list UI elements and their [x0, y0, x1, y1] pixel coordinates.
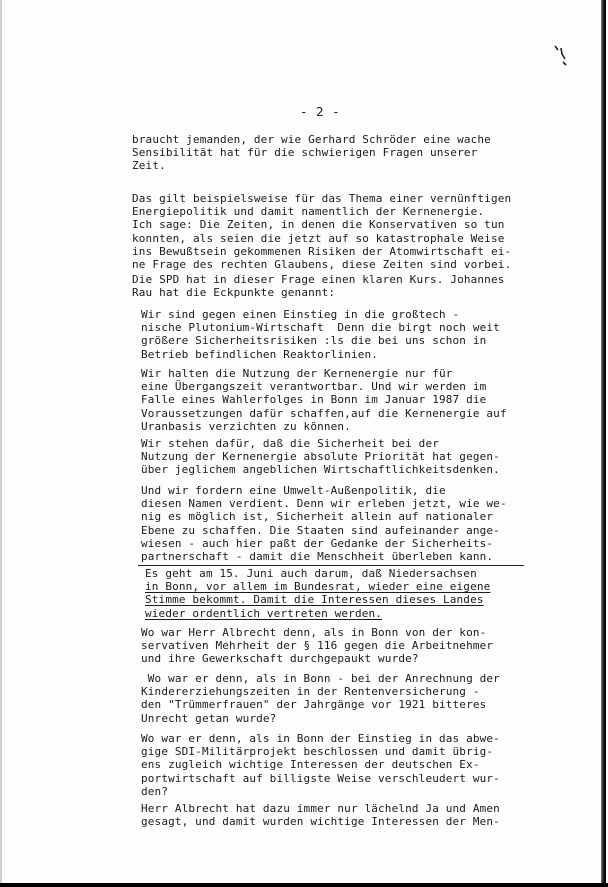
underlined-line: wieder ordentlich vertreten werden.: [145, 606, 383, 620]
paragraph-transition: Wir halten die Nutzung der Kernenergie nur für eine Übergangszeit verantwortbar. Und wir werden im Falle eines Wahlerfolges in Bonn im Januar 1987 die Voraussetzungen dafür schaffen,auf die Kernenergie auf Uranbasis verzichten zu können.: [141, 367, 507, 433]
paragraph-sdi: Wo war er denn, als in Bonn der Einstieg in das abwe- gige SDI-Militärprojekt beschlossen und damit übrig- ens zugleich wichtige Interessen der deutschen Ex- portwirtschaft auf billigste Weise verschleudert wur- den?: [141, 732, 500, 798]
underlined-line: Es geht am 15. Juni auch darum, daß Niedersachsen: [145, 567, 477, 580]
scan-edge-left: [0, 0, 2, 887]
paragraph-truemmerfrauen: Wo war er denn, als in Bonn - bei der Anrechnung der Kindererziehungszeiten in der Rentenversicherung - den "Trümmerfrauen" der Jahrgänge vor 1921 bitteres Unrecht getan wurde?: [141, 672, 500, 725]
scan-edge-bottom: [0, 883, 608, 887]
underline-rule: [138, 565, 524, 566]
paragraph-intro: braucht jemanden, der wie Gerhard Schröder eine wache Sensibilität hat für die schwierigen Fragen unserer Zeit.: [132, 133, 491, 173]
paragraph-june-15-underlined: [145, 567, 545, 620]
paragraph-plutonium: Wir sind gegen einen Einstieg in die großtech - nische Plutonium-Wirtschaft Denn die birgt noch weit größere Sicherheitsrisiken :ls die bei uns schon in Betrieb befindlichen Reaktorlinien.: [141, 308, 500, 361]
scan-speck-mark: [552, 44, 570, 66]
scan-edge-right: [601, 0, 606, 887]
paragraph-albrecht-ja-amen: Herr Albrecht hat dazu immer nur lächelnd Ja und Amen gesagt, und damit wurden wichtige Interessen der Men-: [141, 802, 500, 829]
paragraph-spd-course: Die SPD hat in dieser Frage einen klaren Kurs. Johannes Rau hat die Eckpunkte genannt:: [132, 273, 505, 300]
paragraph-safety: Wir stehen dafür, daß die Sicherheit bei der Nutzung der Kernenergie absolute Priorität hat gegen- über jeglichem angeblichen Wirtschaftlichkeitsdenken.: [141, 437, 500, 477]
paragraph-environment-foreign-policy: Und wir fordern eine Umwelt-Außenpolitik, die diesen Namen verdient. Denn wir erleben jetzt, wie we- nig es möglich ist, Sicherheit allein auf nationaler Ebene zu schaffen. Die Staaten sind aufeinander ange- wiesen - auch hier paßt der Gedanke der Sicherheits- partnerschaft - damit die Menschheit überleben kann.: [141, 484, 507, 564]
paragraph-paragraph-116: Wo war Herr Albrecht denn, als in Bonn von der kon- servativen Mehrheit der § 116 gegen die Arbeitnehmer und ihre Gewerkschaft durchgepaukt wurde?: [141, 626, 494, 666]
underlined-line: Stimme bekommt. Damit die Interessen dieses Landes: [145, 593, 484, 607]
page-number: - 2 -: [300, 104, 341, 119]
underlined-line: in Bonn, vor allem im Bundesrat, wieder eine eigene: [145, 580, 491, 594]
paragraph-energy-policy: Das gilt beispielsweise für das Thema einer vernünftigen Energiepolitik und damit namentlich der Kernenergie. Ich sage: Die Zeiten, in denen die Konservativen so tun konnten, als seien die jetzt auf so katastrophale Weise ins Bewußtsein gekommenen Risiken der Atomwirtschaft ei- ne Frage des rechten Glaubens, diese Zeiten sind vorbei.: [132, 192, 512, 272]
